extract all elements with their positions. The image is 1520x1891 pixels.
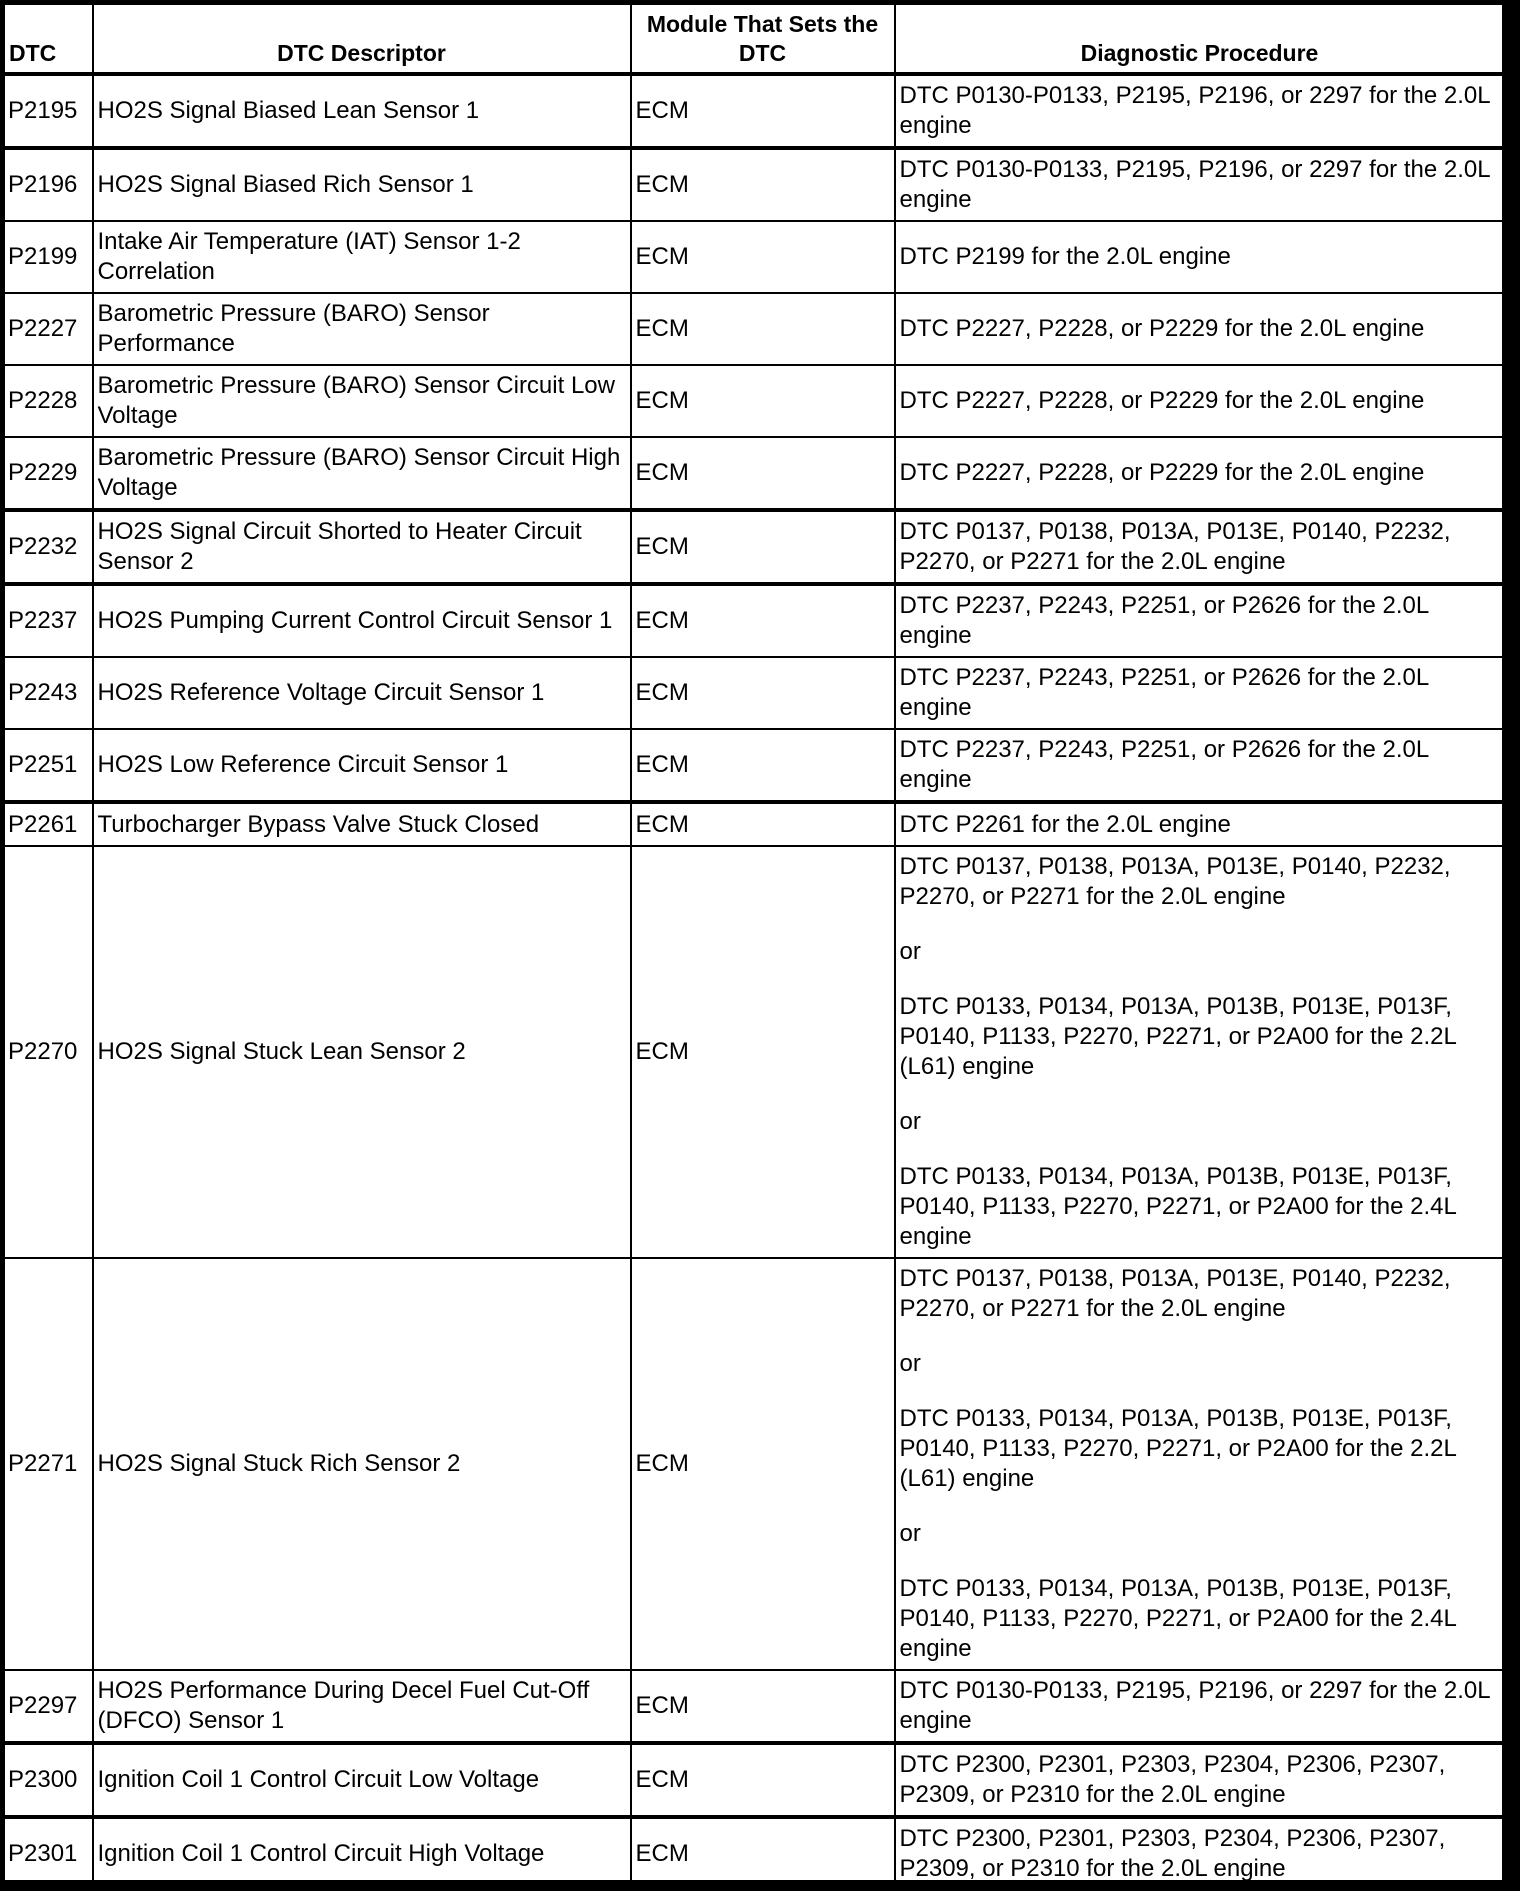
procedure-reference: DTC P2227, P2228, or P2229 for the 2.0L engine xyxy=(899,315,1425,342)
module-cell: ECM xyxy=(631,148,895,221)
module-cell: ECM xyxy=(631,437,895,510)
procedure-reference: DTC P0133, P0134, P013A, P013B, P013E, P013F, P0140, P1133, P2270, P2271, or P2A00 for the 2.2L (L61) engine xyxy=(899,993,1456,1080)
dtc-code-cell: P2227 xyxy=(3,293,93,365)
dtc-code-cell: P2199 xyxy=(3,221,93,293)
procedure-reference: DTC P0130-P0133, P2195, P2196, or 2297 for the 2.0L engine xyxy=(899,1677,1490,1734)
procedure-or-separator: or xyxy=(899,1520,921,1547)
procedure-reference: DTC P0137, P0138, P013A, P013E, P0140, P2232, P2270, or P2271 for the 2.0L engine xyxy=(899,1265,1451,1322)
module-cell: ECM xyxy=(631,74,895,148)
dtc-code-cell: P2228 xyxy=(3,365,93,437)
dtc-descriptor-cell: Barometric Pressure (BARO) Sensor Performance xyxy=(93,293,631,365)
dtc-code-cell: P2229 xyxy=(3,437,93,510)
table-row xyxy=(3,148,1505,221)
table-row xyxy=(3,510,1505,584)
dtc-descriptor-cell: HO2S Pumping Current Control Circuit Sensor 1 xyxy=(93,584,631,657)
diagnostic-procedure-cell xyxy=(895,510,1505,584)
module-cell: ECM xyxy=(631,846,895,1258)
procedure-or-separator: or xyxy=(899,938,921,965)
procedure-reference: DTC P0133, P0134, P013A, P013B, P013E, P013F, P0140, P1133, P2270, P2271, or P2A00 for the 2.4L engine xyxy=(899,1575,1456,1662)
diagnostic-procedure-cell xyxy=(895,1258,1505,1670)
table-body xyxy=(3,74,1505,1890)
table-row xyxy=(3,1743,1505,1817)
module-cell: ECM xyxy=(631,729,895,802)
diagnostic-procedure-cell xyxy=(895,437,1505,510)
dtc-descriptor-cell: HO2S Reference Voltage Circuit Sensor 1 xyxy=(93,657,631,729)
diagnostic-procedure-cell xyxy=(895,74,1505,148)
procedure-reference: DTC P0130-P0133, P2195, P2196, or 2297 for the 2.0L engine xyxy=(899,156,1490,213)
dtc-descriptor-cell: HO2S Signal Biased Rich Sensor 1 xyxy=(93,148,631,221)
table-row xyxy=(3,1817,1505,1890)
header-descriptor: DTC Descriptor xyxy=(93,3,631,75)
dtc-descriptor-cell: HO2S Signal Circuit Shorted to Heater Circuit Sensor 2 xyxy=(93,510,631,584)
procedure-or-separator: or xyxy=(899,1108,921,1135)
paragraph-gap xyxy=(900,1324,1500,1349)
module-cell: ECM xyxy=(631,1258,895,1670)
dtc-descriptor-cell: HO2S Signal Stuck Rich Sensor 2 xyxy=(93,1258,631,1670)
diagnostic-procedure-cell xyxy=(895,1817,1505,1890)
table-row xyxy=(3,846,1505,1258)
table-row xyxy=(3,802,1505,846)
table-row xyxy=(3,729,1505,802)
diagnostic-procedure-cell xyxy=(895,293,1505,365)
module-cell: ECM xyxy=(631,510,895,584)
paragraph-gap xyxy=(900,1137,1500,1162)
dtc-code-cell: P2271 xyxy=(3,1258,93,1670)
module-cell: ECM xyxy=(631,802,895,846)
dtc-descriptor-cell: Ignition Coil 1 Control Circuit Low Voltage xyxy=(93,1743,631,1817)
dtc-code-cell: P2270 xyxy=(3,846,93,1258)
dtc-code-cell: P2301 xyxy=(3,1817,93,1890)
table-row xyxy=(3,1258,1505,1670)
dtc-descriptor-cell: HO2S Low Reference Circuit Sensor 1 xyxy=(93,729,631,802)
procedure-reference: DTC P2261 for the 2.0L engine xyxy=(899,810,1231,838)
paragraph-gap xyxy=(900,1379,1500,1404)
table-row xyxy=(3,74,1505,148)
procedure-reference: DTC P0133, P0134, P013A, P013B, P013E, P013F, P0140, P1133, P2270, P2271, or P2A00 for the 2.4L engine xyxy=(899,1163,1456,1250)
procedure-or-separator: or xyxy=(899,1350,921,1377)
procedure-reference: DTC P2237, P2243, P2251, or P2626 for the 2.0L engine xyxy=(899,736,1429,793)
dtc-descriptor-cell: HO2S Signal Stuck Lean Sensor 2 xyxy=(93,846,631,1258)
dtc-code-cell: P2237 xyxy=(3,584,93,657)
diagnostic-procedure-cell xyxy=(895,365,1505,437)
dtc-code-cell: P2261 xyxy=(3,802,93,846)
dtc-descriptor-cell: Barometric Pressure (BARO) Sensor Circuit High Voltage xyxy=(93,437,631,510)
module-cell: ECM xyxy=(631,584,895,657)
module-cell: ECM xyxy=(631,1817,895,1890)
procedure-reference: DTC P2199 for the 2.0L engine xyxy=(899,243,1231,270)
procedure-reference: DTC P0133, P0134, P013A, P013B, P013E, P013F, P0140, P1133, P2270, P2271, or P2A00 for the 2.2L (L61) engine xyxy=(899,1405,1456,1492)
diagnostic-procedure-cell xyxy=(895,846,1505,1258)
diagnostic-procedure-cell xyxy=(895,221,1505,293)
module-cell: ECM xyxy=(631,1670,895,1743)
dtc-descriptor-cell: Turbocharger Bypass Valve Stuck Closed xyxy=(93,802,631,846)
diagnostic-procedure-cell xyxy=(895,1743,1505,1817)
diagnostic-procedure-cell xyxy=(895,729,1505,802)
paragraph-gap xyxy=(900,1549,1500,1574)
header-dtc: DTC xyxy=(3,3,93,75)
module-cell: ECM xyxy=(631,1743,895,1817)
dtc-code-cell: P2196 xyxy=(3,148,93,221)
procedure-reference: DTC P2227, P2228, or P2229 for the 2.0L engine xyxy=(899,459,1425,486)
procedure-reference: DTC P2237, P2243, P2251, or P2626 for the 2.0L engine xyxy=(899,592,1429,649)
dtc-code-cell: P2297 xyxy=(3,1670,93,1743)
table-row xyxy=(3,584,1505,657)
diagnostic-procedure-cell xyxy=(895,657,1505,729)
table-header xyxy=(3,3,1505,75)
dtc-code-cell: P2195 xyxy=(3,74,93,148)
table-row xyxy=(3,437,1505,510)
diagnostic-procedure-cell xyxy=(895,1670,1505,1743)
diagnostic-procedure-cell xyxy=(895,584,1505,657)
table-row xyxy=(3,221,1505,293)
module-cell: ECM xyxy=(631,657,895,729)
table-row xyxy=(3,365,1505,437)
module-cell: ECM xyxy=(631,365,895,437)
paragraph-gap xyxy=(900,912,1500,937)
dtc-code-cell: P2243 xyxy=(3,657,93,729)
module-cell: ECM xyxy=(631,293,895,365)
procedure-reference: DTC P2300, P2301, P2303, P2304, P2306, P2307, P2309, or P2310 for the 2.0L engine xyxy=(899,1825,1446,1882)
procedure-reference: DTC P0137, P0138, P013A, P013E, P0140, P2232, P2270, or P2271 for the 2.0L engine xyxy=(899,853,1451,910)
dtc-code-cell: P2251 xyxy=(3,729,93,802)
procedure-reference: DTC P0137, P0138, P013A, P013E, P0140, P2232, P2270, or P2271 for the 2.0L engine xyxy=(899,518,1451,575)
dtc-descriptor-cell: Intake Air Temperature (IAT) Sensor 1-2 Correlation xyxy=(93,221,631,293)
table-row xyxy=(3,657,1505,729)
table-row xyxy=(3,293,1505,365)
module-cell: ECM xyxy=(631,221,895,293)
procedure-reference: DTC P2227, P2228, or P2229 for the 2.0L engine xyxy=(899,387,1425,414)
procedure-reference: DTC P2300, P2301, P2303, P2304, P2306, P2307, P2309, or P2310 for the 2.0L engine xyxy=(899,1751,1446,1808)
dtc-code-cell: P2232 xyxy=(3,510,93,584)
dtc-descriptor-cell: HO2S Signal Biased Lean Sensor 1 xyxy=(93,74,631,148)
header-module: Module That Sets the DTC xyxy=(631,3,895,75)
dtc-descriptor-cell: Barometric Pressure (BARO) Sensor Circuit Low Voltage xyxy=(93,365,631,437)
paragraph-gap xyxy=(900,1494,1500,1519)
table-row xyxy=(3,1670,1505,1743)
header-procedure: Diagnostic Procedure xyxy=(895,3,1505,75)
diagnostic-procedure-cell xyxy=(895,148,1505,221)
diagnostic-procedure-cell xyxy=(895,802,1505,846)
dtc-code-cell: P2300 xyxy=(3,1743,93,1817)
dtc-descriptor-cell: Ignition Coil 1 Control Circuit High Voltage xyxy=(93,1817,631,1890)
dtc-descriptor-cell: HO2S Performance During Decel Fuel Cut-Off (DFCO) Sensor 1 xyxy=(93,1670,631,1743)
procedure-reference: DTC P0130-P0133, P2195, P2196, or 2297 for the 2.0L engine xyxy=(899,82,1490,139)
paragraph-gap xyxy=(900,1082,1500,1107)
paragraph-gap xyxy=(900,967,1500,992)
procedure-reference: DTC P2237, P2243, P2251, or P2626 for the 2.0L engine xyxy=(899,664,1429,721)
